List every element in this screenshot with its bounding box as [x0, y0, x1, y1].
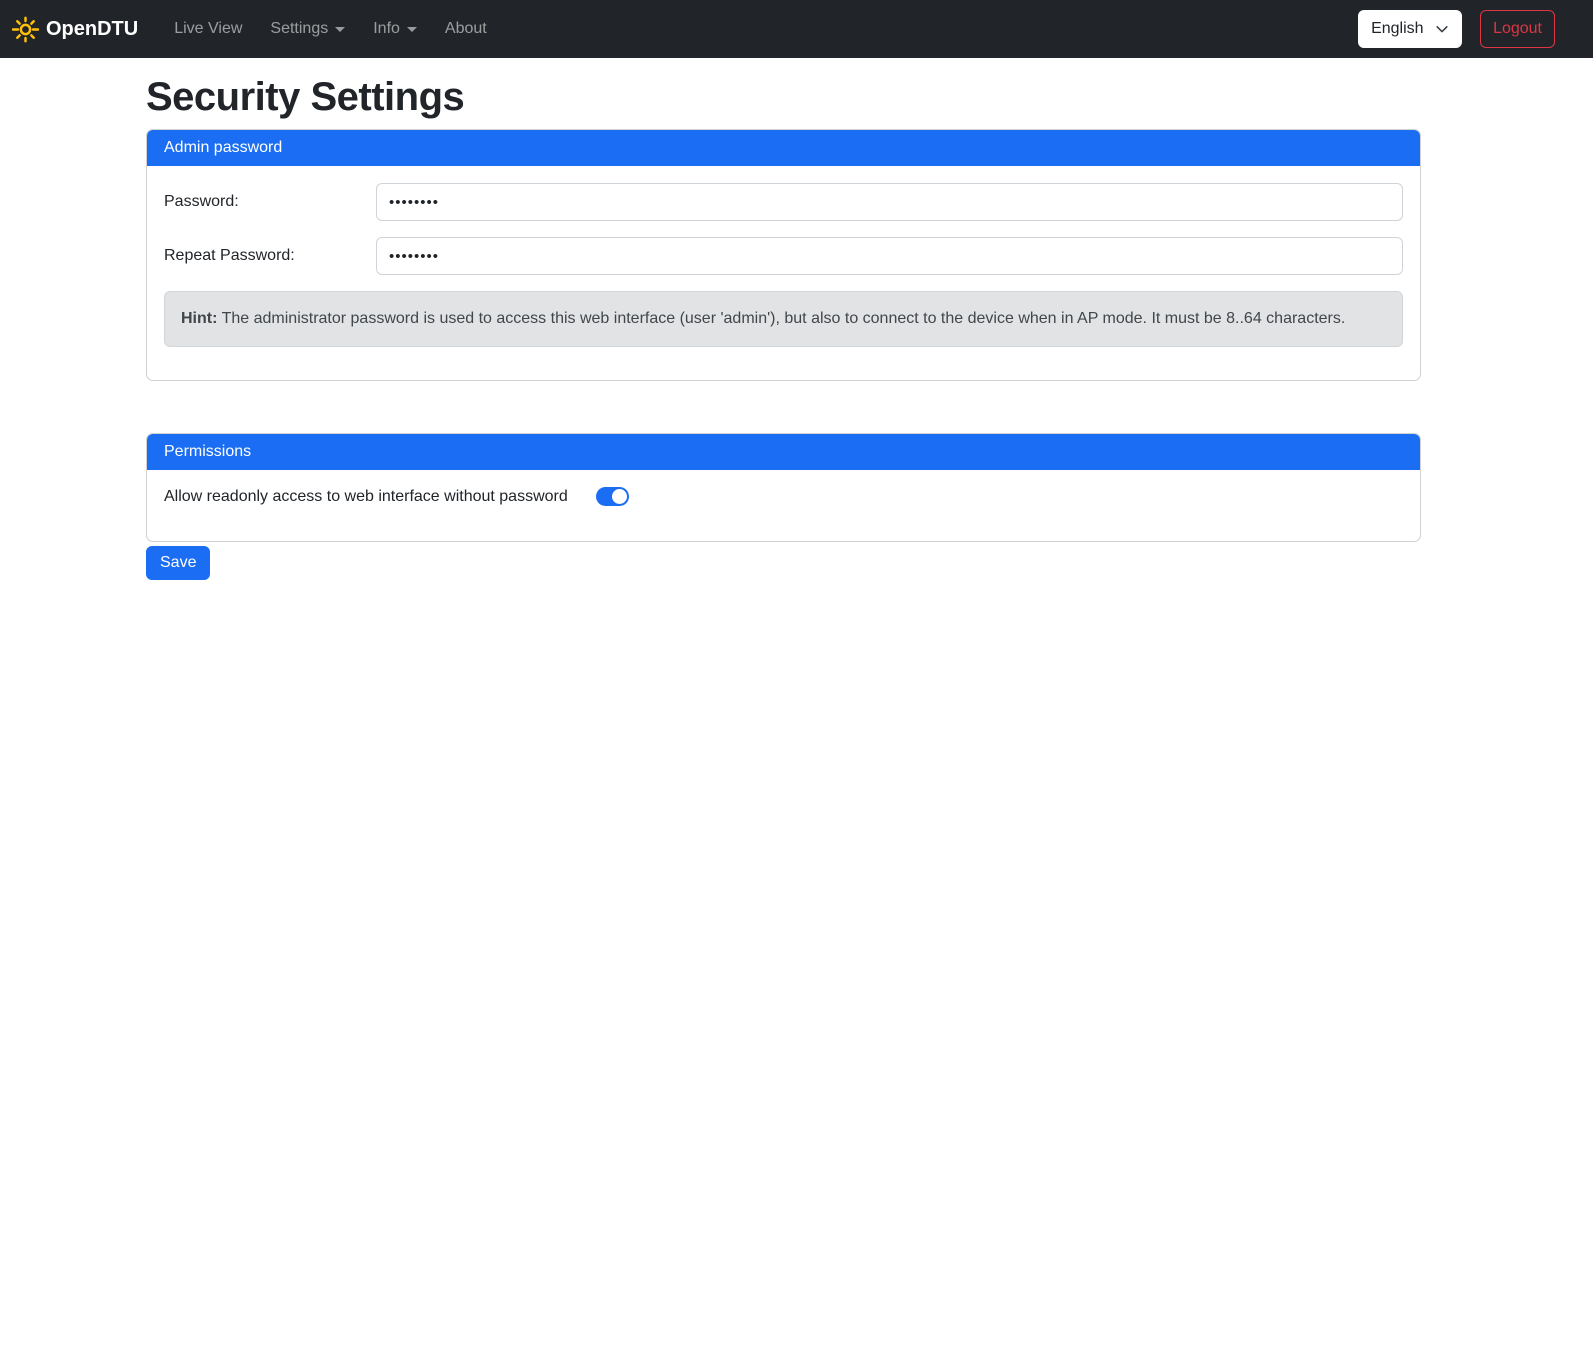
nav-item-about[interactable]: [431, 12, 501, 46]
repeat-password-label: Repeat Password:: [164, 247, 295, 264]
caret-down-icon: [335, 27, 345, 32]
nav-item-settings-label: Settings: [270, 20, 329, 37]
caret-down-icon: [407, 27, 417, 32]
password-input[interactable]: [376, 183, 1403, 221]
permissions-card-header: Permissions: [147, 434, 1420, 470]
nav-item-about-label: About: [444, 20, 487, 37]
nav-item-live-view[interactable]: [160, 12, 256, 46]
readonly-access-label: Allow readonly access to web interface without password: [164, 487, 568, 505]
brand-link[interactable]: [12, 16, 138, 43]
admin-password-card-body: [147, 166, 1420, 380]
toggle-knob: [612, 489, 627, 504]
readonly-access-toggle[interactable]: [596, 487, 629, 506]
logout-button[interactable]: Logout: [1480, 10, 1555, 48]
navbar: [0, 0, 1593, 58]
page-title: Security Settings: [146, 75, 465, 119]
sun-icon: [12, 16, 39, 43]
password-label: Password:: [164, 193, 239, 210]
permissions-card-body: [147, 470, 1420, 541]
chevron-down-icon: [1435, 22, 1449, 36]
password-hint: [164, 291, 1403, 347]
admin-password-card-header: Admin password: [147, 130, 1420, 166]
language-select[interactable]: [1358, 10, 1462, 48]
brand-label: OpenDTU: [46, 17, 139, 40]
permissions-card: [146, 433, 1421, 542]
repeat-password-input[interactable]: [376, 237, 1403, 275]
nav-item-live-view-label: Live View: [174, 20, 243, 37]
admin-password-card: [146, 129, 1421, 381]
language-select-value: English: [1371, 20, 1424, 37]
nav-item-settings[interactable]: [256, 12, 359, 46]
password-hint-bold: Hint:: [181, 310, 218, 327]
main-content: [146, 75, 1421, 580]
nav-item-info-label: Info: [373, 20, 400, 37]
save-button[interactable]: Save: [146, 546, 210, 580]
nav-item-info[interactable]: [359, 12, 431, 46]
password-hint-text: The administrator password is used to access this web interface (user 'admin'), but also to connect to the device when in AP mode. It must be 8..64 characters.: [217, 310, 1346, 327]
